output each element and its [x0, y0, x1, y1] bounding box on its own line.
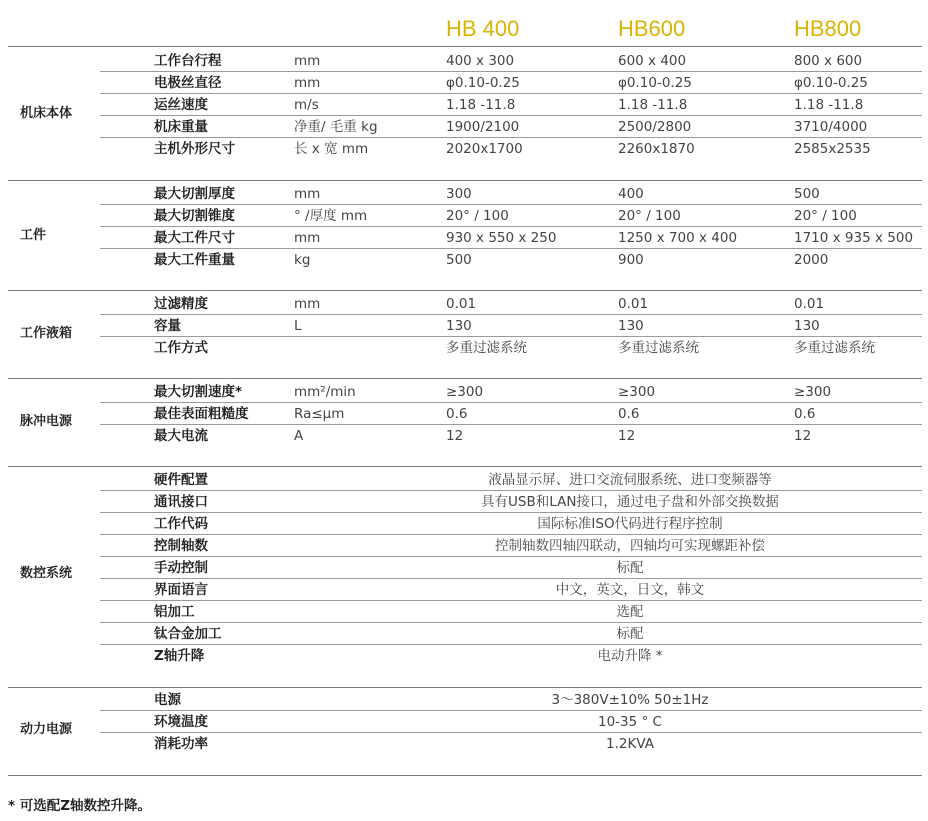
footnote: * 可选配Z轴数控升降。	[8, 798, 152, 814]
spec-value-hb400: 多重过滤系统	[446, 340, 527, 356]
spec-value-hb400: 400 x 300	[446, 53, 515, 69]
spec-label: 电源	[154, 692, 181, 708]
spec-unit: m/s	[294, 97, 319, 113]
spec-value-hb800: 多重过滤系统	[794, 340, 875, 356]
spec-row	[0, 50, 928, 72]
spec-row	[0, 337, 928, 359]
section-rule	[8, 378, 922, 379]
section-rule	[8, 775, 922, 776]
spec-value-hb600: ≥300	[618, 384, 656, 400]
spec-value-hb600: 1.18 -11.8	[618, 97, 688, 113]
spec-row	[0, 623, 928, 645]
spec-value-hb400: φ0.10-0.25	[446, 75, 520, 91]
spec-value-hb600: 2500/2800	[618, 119, 692, 135]
spec-label: 控制轴数	[154, 538, 208, 554]
spec-row	[0, 249, 928, 271]
spec-value-hb600: 20° / 100	[618, 208, 681, 224]
spec-value-hb800: 800 x 600	[794, 53, 863, 69]
spec-value-hb800: 0.01	[794, 296, 825, 312]
spec-value-hb400: 20° / 100	[446, 208, 509, 224]
spec-unit: mm	[294, 75, 321, 91]
spec-label: 钛合金加工	[154, 626, 222, 642]
spec-value-hb800: 20° / 100	[794, 208, 857, 224]
section-rule	[8, 466, 922, 467]
spec-value-hb600: 2260x1870	[618, 141, 695, 157]
spec-unit: mm	[294, 53, 321, 69]
spec-value-hb400: ≥300	[446, 384, 484, 400]
spec-row	[0, 94, 928, 116]
spec-row	[0, 183, 928, 205]
section-title: 工作液箱	[20, 326, 73, 341]
spec-label: Z轴升降	[154, 648, 205, 664]
spec-row	[0, 601, 928, 623]
spec-row	[0, 469, 928, 491]
model-header-1: HB 400	[446, 16, 520, 41]
section-rule	[8, 46, 922, 47]
spec-value-hb600: 0.01	[618, 296, 649, 312]
spec-row	[0, 425, 928, 447]
spec-unit: mm	[294, 230, 321, 246]
spec-value-hb400: 0.01	[446, 296, 477, 312]
spec-label: 过滤精度	[154, 296, 208, 312]
section-title: 数控系统	[20, 566, 73, 581]
spec-value-hb800: 3710/4000	[794, 119, 868, 135]
spec-value-hb400: 0.6	[446, 406, 468, 422]
spec-row	[0, 403, 928, 425]
section-title: 脉冲电源	[20, 414, 73, 429]
spec-value-shared: 液晶显示屏、进口交流伺服系统、进口变频器等	[488, 472, 772, 488]
section-title: 工件	[20, 228, 47, 243]
spec-unit: ° /厚度 mm	[294, 208, 368, 224]
spec-label: 工作代码	[154, 516, 208, 532]
spec-value-hb600: 400	[618, 186, 644, 202]
spec-label: 环境温度	[154, 714, 208, 730]
spec-label: 工作台行程	[154, 53, 222, 69]
spec-row	[0, 381, 928, 403]
spec-value-hb800: 130	[794, 318, 820, 334]
spec-value-hb600: 130	[618, 318, 644, 334]
section-rule	[8, 687, 922, 688]
spec-label: 最大电流	[154, 428, 208, 444]
spec-value-hb800: 1710 x 935 x 500	[794, 230, 914, 246]
spec-value-hb600: 0.6	[618, 406, 640, 422]
spec-value-hb400: 930 x 550 x 250	[446, 230, 557, 246]
model-header-2: HB600	[618, 16, 686, 41]
spec-value-hb400: 1.18 -11.8	[446, 97, 516, 113]
spec-label: 最大切割锥度	[154, 208, 235, 224]
spec-value-hb600: 1250 x 700 x 400	[618, 230, 738, 246]
spec-value-shared: 选配	[616, 604, 644, 620]
spec-label: 容量	[154, 318, 181, 334]
spec-value-shared: 国际标准ISO代码进行程序控制	[537, 516, 723, 532]
spec-value-shared: 10-35 ° C	[598, 714, 662, 730]
spec-label: 铝加工	[154, 604, 195, 620]
spec-row	[0, 205, 928, 227]
spec-unit: A	[294, 428, 304, 444]
spec-label: 主机外形尺寸	[154, 141, 235, 157]
spec-value-hb600: 多重过滤系统	[618, 340, 699, 356]
spec-label: 最大切割速度*	[154, 384, 243, 400]
spec-unit: L	[294, 318, 302, 334]
spec-value-shared: 标配	[616, 560, 644, 576]
spec-row	[0, 227, 928, 249]
spec-value-shared: 3～380V±10% 50±1Hz	[551, 692, 709, 708]
spec-label: 最佳表面粗糙度	[154, 406, 249, 422]
spec-label: 手动控制	[154, 560, 208, 576]
spec-row	[0, 116, 928, 138]
spec-value-hb400: 1900/2100	[446, 119, 520, 135]
spec-row	[0, 711, 928, 733]
spec-label: 通讯接口	[154, 494, 208, 510]
model-header-3: HB800	[794, 16, 862, 41]
spec-value-hb800: 2000	[794, 252, 829, 268]
section-title: 机床本体	[20, 106, 73, 121]
spec-label: 消耗功率	[154, 736, 208, 752]
spec-row	[0, 535, 928, 557]
spec-value-hb400: 12	[446, 428, 464, 444]
spec-label: 硬件配置	[154, 472, 208, 488]
spec-value-hb600: 600 x 400	[618, 53, 687, 69]
spec-label: 界面语言	[154, 582, 208, 598]
spec-value-hb800: 0.6	[794, 406, 816, 422]
spec-value-shared: 中文，英文，日文，韩文	[555, 582, 705, 598]
spec-value-hb800: φ0.10-0.25	[794, 75, 868, 91]
spec-row	[0, 491, 928, 513]
spec-value-hb800: 500	[794, 186, 820, 202]
spec-value-hb400: 2020x1700	[446, 141, 523, 157]
spec-value-hb800: 1.18 -11.8	[794, 97, 864, 113]
spec-row	[0, 315, 928, 337]
spec-row	[0, 557, 928, 579]
spec-row	[0, 72, 928, 94]
spec-label: 机床重量	[154, 119, 208, 135]
spec-value-hb800: 12	[794, 428, 812, 444]
spec-unit: mm	[294, 296, 321, 312]
spec-label: 最大工件尺寸	[154, 230, 235, 246]
spec-value-hb400: 300	[446, 186, 472, 202]
spec-row	[0, 293, 928, 315]
spec-row	[0, 689, 928, 711]
spec-unit: Ra≤μm	[294, 406, 345, 422]
spec-row	[0, 645, 928, 667]
spec-label: 电极丝直径	[154, 75, 222, 91]
spec-row	[0, 138, 928, 160]
spec-unit: mm	[294, 186, 321, 202]
spec-label: 最大工件重量	[154, 252, 235, 268]
spec-label: 最大切割厚度	[154, 186, 235, 202]
spec-row	[0, 513, 928, 535]
spec-value-hb600: 900	[618, 252, 644, 268]
spec-label: 运丝速度	[154, 97, 208, 113]
spec-unit: kg	[294, 252, 311, 268]
section-title: 动力电源	[20, 722, 73, 737]
spec-value-shared: 标配	[616, 626, 644, 642]
spec-value-hb800: 2585x2535	[794, 141, 871, 157]
section-rule	[8, 180, 922, 181]
spec-label: 工作方式	[154, 340, 208, 356]
spec-value-shared: 1.2KVA	[606, 736, 654, 752]
spec-value-shared: 控制轴数四轴四联动，四轴均可实现螺距补偿	[495, 538, 765, 554]
spec-unit: mm²/min	[294, 384, 356, 400]
spec-value-hb400: 130	[446, 318, 472, 334]
spec-value-hb600: φ0.10-0.25	[618, 75, 692, 91]
spec-unit: 净重/ 毛重 kg	[294, 119, 378, 135]
spec-value-hb400: 500	[446, 252, 472, 268]
spec-row	[0, 733, 928, 755]
spec-value-hb800: ≥300	[794, 384, 832, 400]
spec-value-shared: 具有USB和LAN接口，通过电子盘和外部交换数据	[481, 494, 779, 510]
spec-value-shared: 电动升降 *	[597, 648, 663, 664]
spec-unit: 长 x 宽 mm	[294, 141, 369, 157]
section-rule	[8, 290, 922, 291]
spec-value-hb600: 12	[618, 428, 636, 444]
spec-row	[0, 579, 928, 601]
